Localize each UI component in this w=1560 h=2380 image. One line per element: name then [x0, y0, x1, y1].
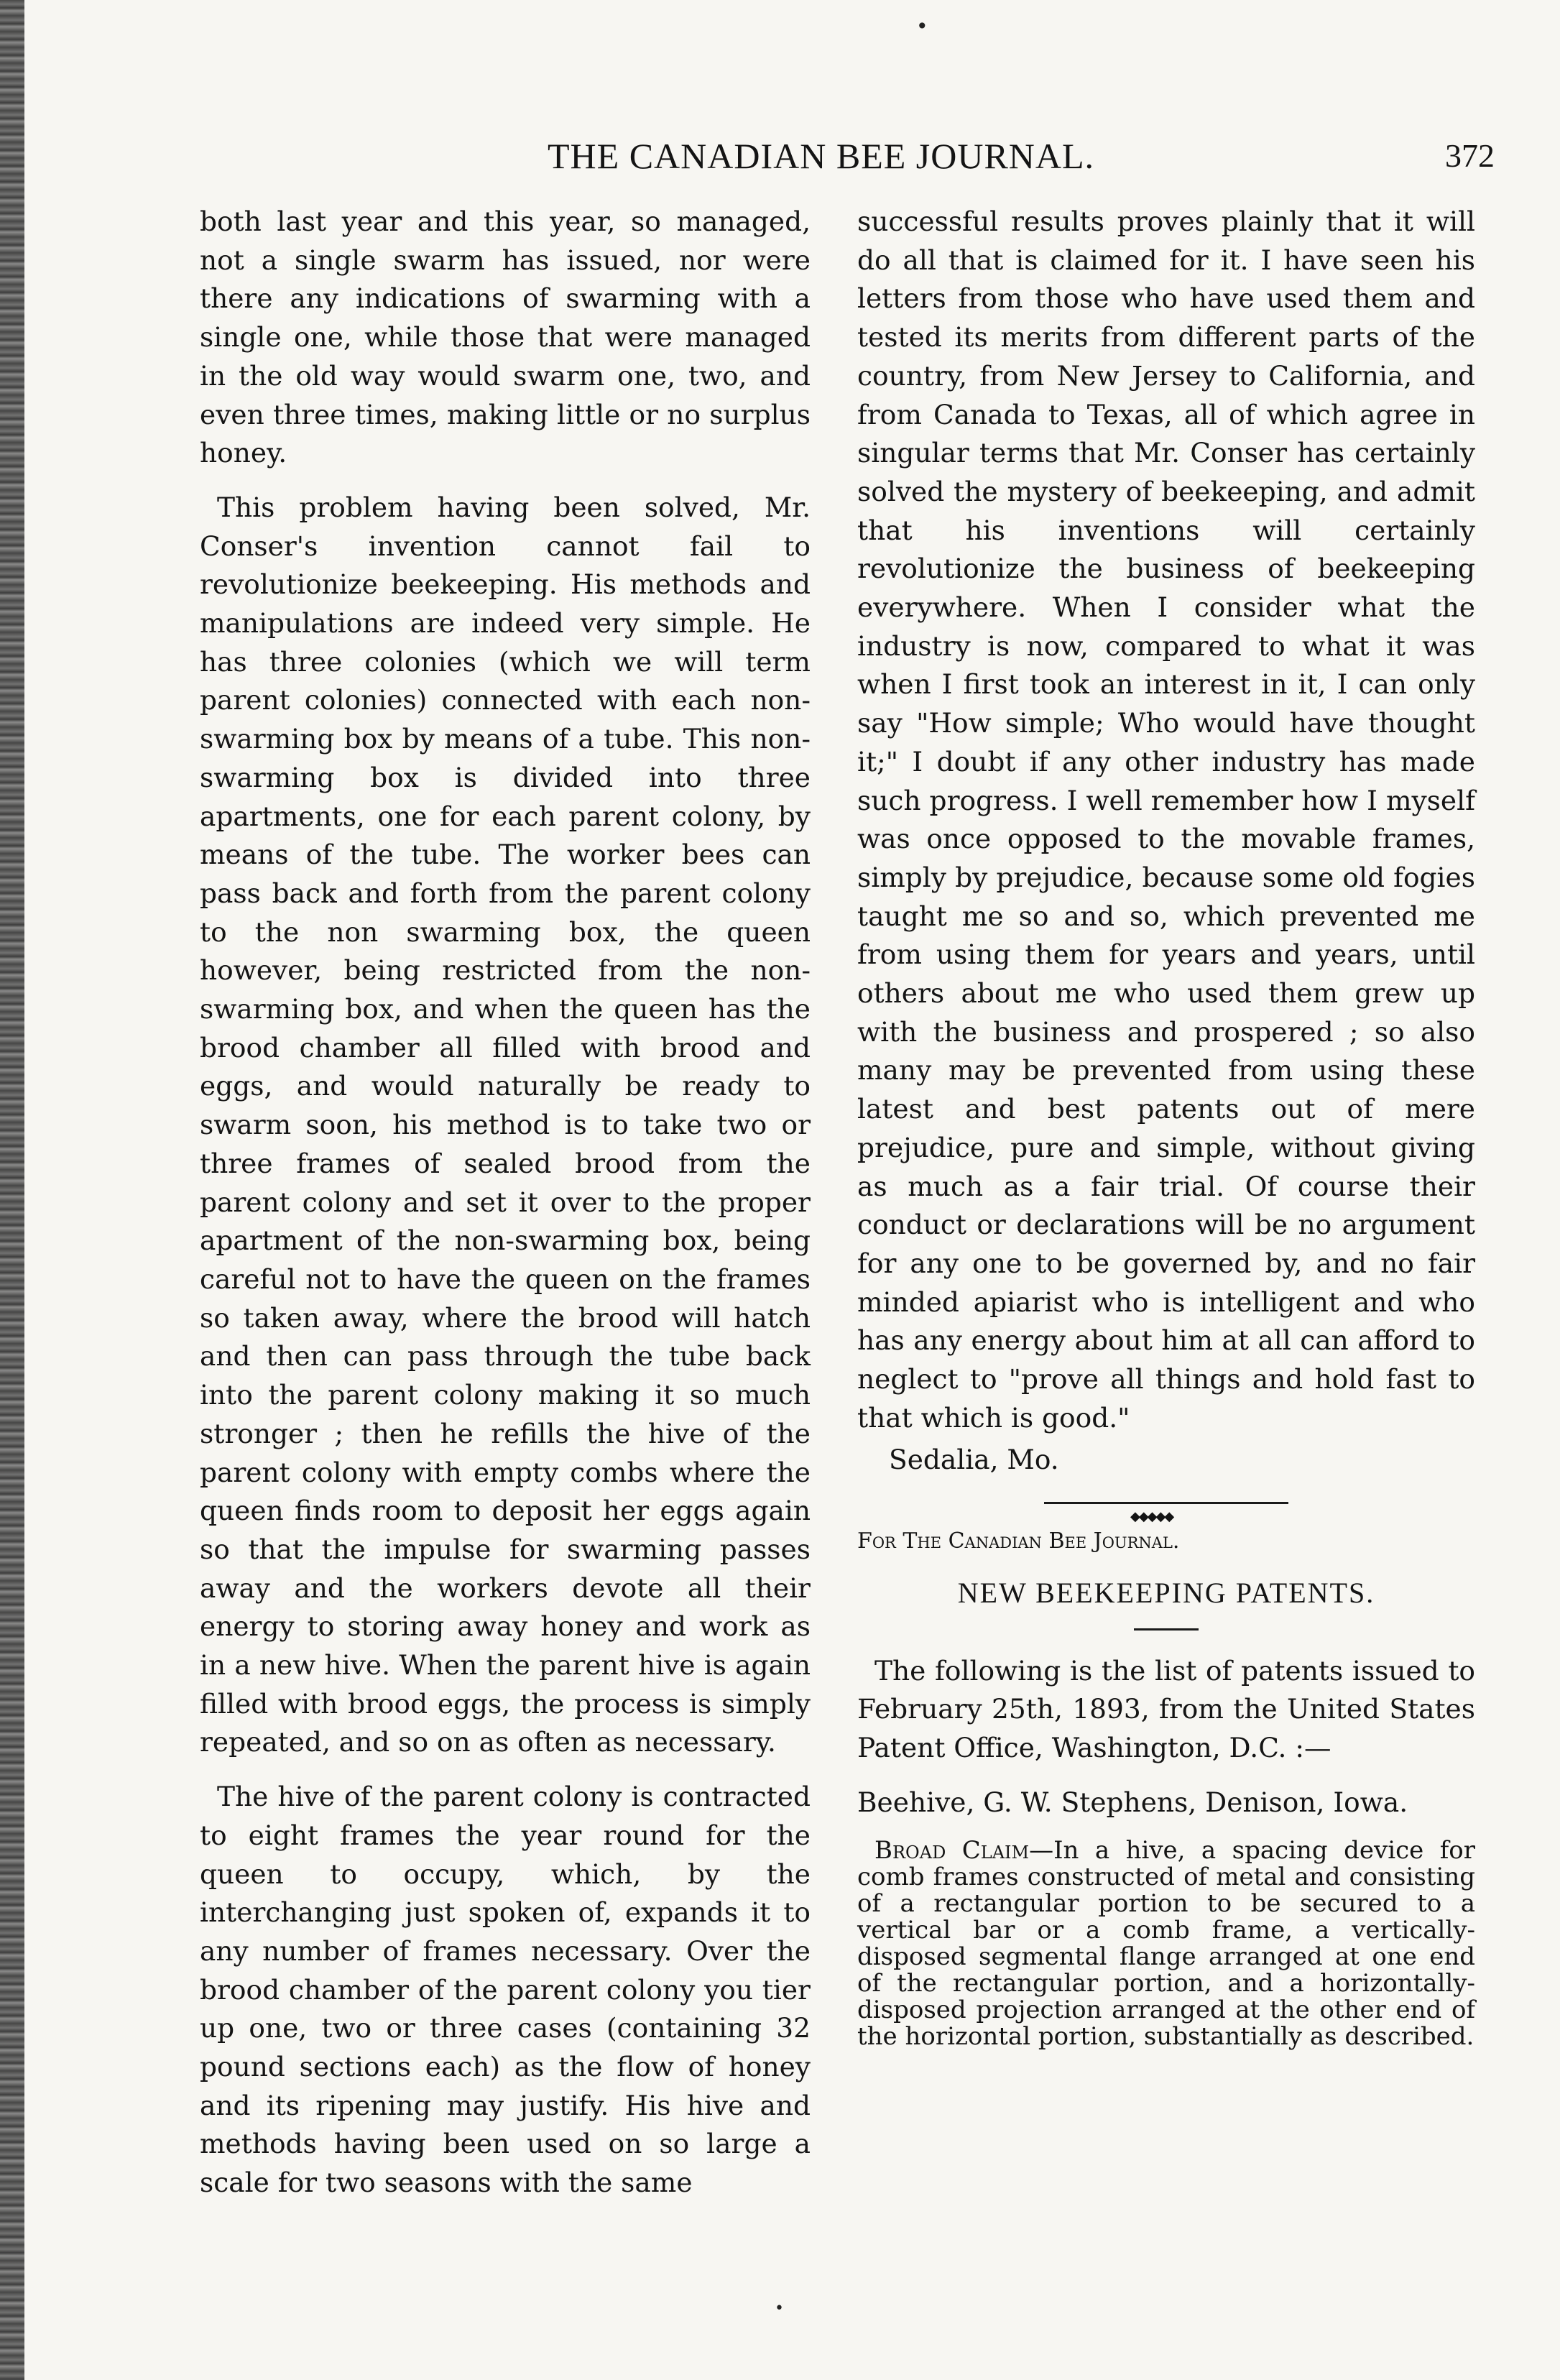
claim-text: —In a hive, a spacing device for comb frames constructed of metal and consisting of a rectangular portion to be secured to a vertical bar or a comb frame, a vertically-disposed segmental flange arranged at one end of the rectangular portion, and a horizontally-disposed projection arranged at the other end of the horizontal portion, substantially as described. [857, 1836, 1476, 2052]
paragraph-continued: successful results proves plainly that it will do all that is claimed for it. I have seen his letters from those who have used them and tested its merits from different parts of the country, from New Jersey to California, and from Canada to Texas, all of which agree in singular terms that Mr. Conser has certainly solved the mystery of beekeeping, and admit that his inventions will certainly revolutionize the business of beekeeping everywhere. When I consider what the industry is now, compared to what it was when I first took an interest in it, I can only say "How simple; Who would have thought it;" I doubt if any other industry has made such progress. I well remember how I myself was once opposed to the movable frames, simply by prejudice, because some old fogies taught me so and so, which prevented me from using them for years and years, until others about me who used them grew up with the business and prospered ; so also many may be prevented from using these latest and best patents out of mere prejudice, pure and simple, without giving as much as a fair trial. Of course their conduct or declarations will be no argument for any one to be governed by, and no fair minded apiarist who is intelligent and who has any energy about him at all can afford to neglect to "prove all things and hold fast to that which is good." [857, 206, 1475, 1434]
patent-entry: Beehive, G. W. Stephens, Denison, Iowa. [857, 1786, 1408, 1818]
paragraph-continued: both last year and this year, so managed, not a single swarm has issued, nor were there any indications of swarming with a single one, while those that were managed in the old way would swarm one, two, and even three times, making little or no surplus honey. [200, 206, 811, 469]
page-header [503, 135, 1523, 185]
print-speck: • [775, 2300, 784, 2317]
right-column [857, 203, 1475, 2050]
print-speck: • [916, 14, 928, 38]
author-location: Sedalia, Mo. [889, 1443, 1059, 1475]
left-column [200, 203, 811, 2203]
page-number: 372 [1445, 137, 1495, 174]
paragraph: This problem having been solved, Mr. Conser's invention cannot fail to revolutionize beekeeping. His methods and manipulations are indeed very simple. He has three colonies (which we will term parent colonies) connected with each non-swarming box by means of a tube. This non-swarming box is divided into three apartments, one for each parent colony, by means of the tube. The worker bees can pass back and forth from the parent colony to the non swarming box, the queen however, being restricted from the non-swarming box, and when the queen has the brood chamber all filled with brood and eggs, and would naturally be ready to swarm soon, his method is to take two or three frames of sealed brood from the parent colony and set it over to the proper apartment of the non-swarming box, being careful not to have the queen on the frames so taken away, where the brood will hatch and then can pass through the tube back into the parent colony making it so much stronger ; then he refills the hive of the parent colony with empty combs where the queen finds room to deposit her eggs again so that the impulse for swarming passes away and the workers devote all their energy to storing away honey and work as in a new hive. When the parent hive is again filled with brood eggs, the process is simply repeated, and so on as often as necessary. [200, 491, 811, 1758]
page-binding-edge [0, 0, 24, 2380]
paragraph: The hive of the parent colony is contracted to eight frames the year round for the queen to occupy, which, by the interchanging just spoken of, expands it to any number of frames necessary. Over the brood chamber of the parent colony you tier up one, two or three cases (containing 32 pound sections each) as the flow of honey and its ripening may justify. His hive and methods having been used on so large a scale for two seasons with the same [200, 1781, 811, 2199]
article-byline: For The Canadian Bee Journal. [857, 1528, 1180, 1554]
paragraph: The following is the list of patents issued to February 25th, 1893, from the United States Patent Office, Washington, D.C. :— [857, 1654, 1475, 1764]
journal-title: THE CANADIAN BEE JOURNAL. [548, 136, 1095, 176]
section-divider: ◆◆◆◆◆ [1044, 1498, 1288, 1508]
patent-claim [857, 1837, 1475, 2050]
claim-lead: Broad Claim [874, 1836, 1030, 1865]
title-rule [1134, 1628, 1199, 1631]
article-title: NEW BEEKEEPING PATENTS. [957, 1576, 1375, 1609]
